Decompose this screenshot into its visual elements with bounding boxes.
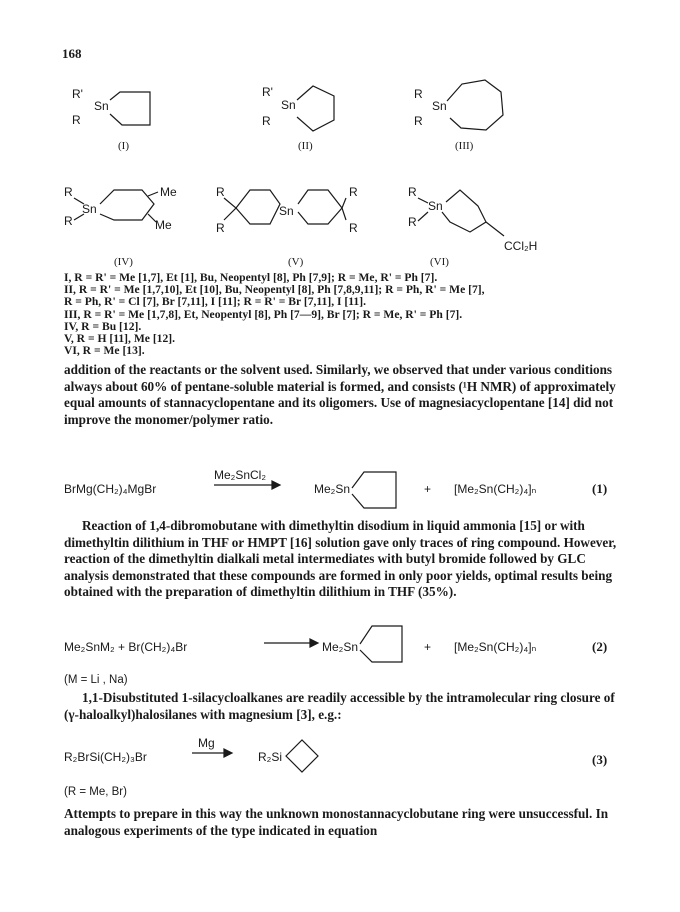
eq2-plus: + — [424, 640, 432, 654]
structure-label-ii: (II) — [298, 140, 313, 152]
paragraph-4: Attempts to prepare in this way the unknown monostannacyclobutane ring were unsuccessful. In analogous experiments of the type indicated in equation — [64, 806, 609, 838]
atom-sn: Sn — [432, 99, 447, 113]
atom-r-prime: R' — [72, 87, 83, 101]
eq1-reactant: BrMg(CH₂)₄MgBr — [64, 482, 157, 496]
definition-line: I, R = R' = Me [1,7], Et [1], Bu, Neopentyl [8], Ph [7,9]; R = Me, R' = Ph [7]. — [64, 271, 438, 284]
atom-sn: Sn — [279, 204, 294, 218]
atom-sn: Sn — [428, 199, 443, 213]
eq1-ring — [350, 464, 410, 514]
eq3-note: (R = Me, Br) — [64, 786, 127, 798]
structure-label-iv: (IV) — [114, 256, 133, 268]
atom-r: R — [262, 114, 271, 128]
atom-r: R — [216, 185, 225, 199]
atom-me: Me — [160, 185, 177, 199]
definition-line: III, R = R' = Me [1,7,8], Et, Neopentyl [8], Ph [7—9], Br [7]; R = Me, R' = Ph [7]. — [64, 307, 463, 321]
eq2-number: (2) — [592, 639, 608, 654]
eq3-number: (3) — [592, 752, 608, 767]
structure-label-i: (I) — [118, 140, 129, 152]
substituent-definitions — [64, 272, 485, 357]
definition-line: II, R = R' = Me [1,7,10], Et [10], Bu, Neopentyl [8], Ph [7,8,9,11]; R = Ph, R' = Me [7], — [64, 283, 485, 297]
eq1-reagent: Me₂SnCl₂ — [214, 468, 266, 482]
structure-drawings — [0, 0, 680, 270]
structure-i-drawing — [72, 87, 150, 127]
definition-line: IV, R = Bu [12]. — [64, 319, 142, 333]
eq2-reactants: Me₂SnM₂ + Br(CH₂)₄Br — [64, 640, 188, 654]
atom-r: R — [408, 215, 417, 229]
definition-line: R = Ph, R' = Cl [7], Br [7,11], I [11]; R = R' = Br [7,11], I [11]. — [64, 295, 366, 309]
eq2-ring — [358, 618, 418, 668]
atom-me: Me — [155, 218, 172, 232]
page-number: 168 — [62, 46, 82, 61]
eq3-reactant: R₂BrSi(CH₂)₃Br — [64, 750, 147, 764]
structure-vi-drawing — [408, 185, 537, 253]
atom-sn: Sn — [94, 99, 109, 113]
eq1-plus: + — [424, 482, 432, 496]
atom-ccl2h: CCl₂H — [504, 239, 538, 253]
structure-label-iii: (III) — [455, 140, 474, 152]
atom-r: R — [64, 185, 73, 199]
atom-r-prime: R' — [262, 85, 273, 99]
paragraph-3: 1,1-Disubstituted 1-silacycloalkanes are readily accessible by the intramolecular ring closure of (γ-haloalkyl)halosilanes with magnesium [3], e.g.: — [64, 690, 615, 722]
eq2-arrow — [262, 636, 322, 650]
eq1-product: Me₂Sn — [314, 482, 351, 496]
atom-r: R — [349, 221, 358, 235]
definition-line: V, R = H [11], Me [12]. — [64, 332, 176, 346]
atom-r: R — [72, 113, 81, 127]
structure-ii-drawing — [262, 85, 334, 131]
eq1-number: (1) — [592, 481, 608, 496]
structure-v-drawing — [216, 185, 358, 235]
atom-r: R — [414, 114, 423, 128]
structure-iv-drawing — [64, 185, 177, 232]
atom-r: R — [349, 185, 358, 199]
eq3-product: R₂Si — [258, 750, 282, 764]
eq1-arrow — [212, 478, 282, 492]
eq3-arrow — [190, 746, 236, 760]
eq3-ring — [284, 736, 324, 776]
eq2-note: (M = Li , Na) — [64, 674, 128, 686]
structure-label-vi: (VI) — [430, 256, 449, 268]
eq1-polymer: [Me₂Sn(CH₂)₄]ₙ — [454, 482, 537, 496]
atom-r: R — [64, 214, 73, 228]
eq2-product: Me₂Sn — [322, 640, 359, 654]
atom-sn: Sn — [281, 98, 296, 112]
atom-r: R — [408, 185, 417, 199]
structure-iii-drawing — [414, 80, 503, 130]
paragraph-2: Reaction of 1,4-dibromobutane with dimethyltin disodium in liquid ammonia [15] or with dimethyltin dilithium in THF or HMPT [16] solution gave only traces of ring compound. However, reaction of the dimethyltin dialkali metal intermediates with butyl bromide followed by GLC analysis demonstrated that these compounds are formed in only poor yields, optimal results being obtained with the preparation of dimethyltin dilithium in THF (35%). — [64, 518, 617, 600]
definition-line: VI, R = Me [13]. — [64, 344, 145, 358]
eq2-polymer: [Me₂Sn(CH₂)₄]ₙ — [454, 640, 537, 654]
structure-label-v: (V) — [288, 256, 304, 268]
eq3-reagent: Mg — [198, 736, 215, 750]
paragraph-1: addition of the reactants or the solvent used. Similarly, we observed that under various conditions always about 60% of pentane-soluble material is formed, and consists (¹H NMR) of approximately equal amounts of stannacyclopentane and its oligomers. Use of magnesiacyclopentane [14] did not improve the monomer/polymer ratio. — [64, 362, 616, 427]
atom-r: R — [414, 87, 423, 101]
atom-sn: Sn — [82, 202, 97, 216]
atom-r: R — [216, 221, 225, 235]
